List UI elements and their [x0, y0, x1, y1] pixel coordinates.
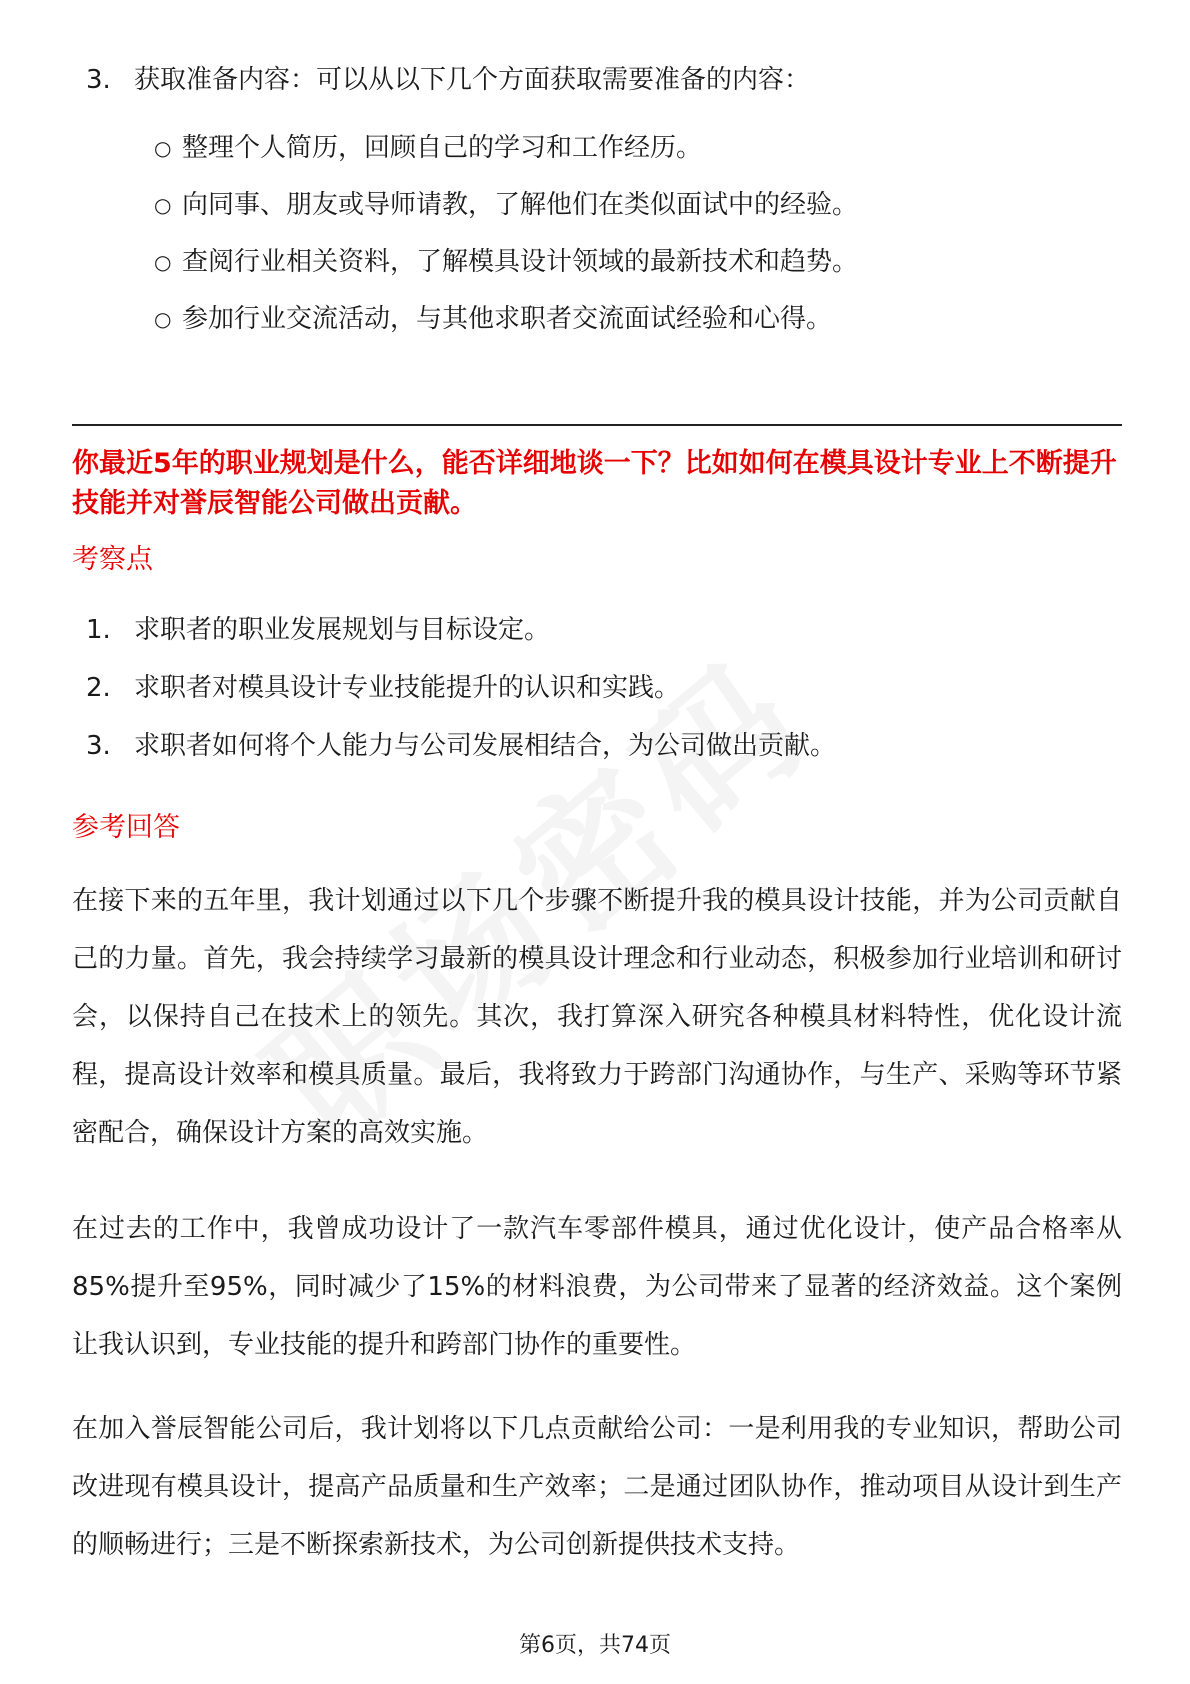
bullet-item: [154, 128, 1122, 168]
points-heading: 考察点: [72, 544, 153, 575]
list-text: 求职者如何将个人能力与公司发展相结合，为公司做出贡献。: [134, 731, 837, 761]
bullet-item: [154, 299, 1122, 339]
answer-paragraph: 在接下来的五年里，我计划通过以下几个步骤不断提升我的模具设计技能，并为公司贡献自己的力量。首先，我会持续学习最新的模具设计理念和行业动态，积极参加行业培训和研讨会，以保持自己在技术上的领先。其次，我打算深入研究各种模具材料特性，优化设计流程，提高设计效率和模具质量。最后，我将致力于跨部门沟通协作，与生产、采购等环节紧密配合，确保设计方案的高效实施。: [72, 886, 1122, 1148]
circle-bullet-icon: ○: [154, 136, 172, 160]
bullet-text: 整理个人简历，回顾自己的学习和工作经历。: [182, 133, 703, 163]
page-number: 第6页，共74页: [519, 1633, 671, 1658]
answer-paragraph: 在过去的工作中，我曾成功设计了一款汽车零部件模具，通过优化设计，使产品合格率从85%提升至95%，同时减少了15%的材料浪费，为公司带来了显著的经济效益。这个案例让我认识到，专业技能的提升和跨部门协作的重要性。: [72, 1214, 1122, 1360]
list-text: 求职者对模具设计专业技能提升的认识和实践。: [134, 673, 681, 703]
section-top: [72, 60, 1122, 356]
list-item: [72, 610, 1122, 650]
list-text: 获取准备内容：可以从以下几个方面获取需要准备的内容：: [134, 65, 811, 95]
divider: [72, 424, 1122, 426]
circle-bullet-icon: ○: [154, 193, 172, 217]
bullet-text: 向同事、朋友或导师请教，了解他们在类似面试中的经验。: [182, 190, 859, 220]
bullet-text: 参加行业交流活动，与其他求职者交流面试经验和心得。: [182, 304, 833, 334]
answer-paragraph: 在加入誉辰智能公司后，我计划将以下几点贡献给公司：一是利用我的专业知识，帮助公司改进现有模具设计，提高产品质量和生产效率；二是通过团队协作，推动项目从设计到生产的顺畅进行；三是不断探索新技术，为公司创新提供技术支持。: [72, 1414, 1122, 1560]
bullet-list: [154, 128, 1122, 339]
list-number: 3.: [86, 731, 111, 761]
list-number: 2.: [86, 673, 111, 703]
circle-bullet-icon: ○: [154, 250, 172, 274]
list-number: 1.: [86, 615, 111, 645]
list-item: [72, 668, 1122, 708]
bullet-text: 查阅行业相关资料，了解模具设计领域的最新技术和趋势。: [182, 247, 859, 277]
bullet-item: [154, 242, 1122, 282]
circle-bullet-icon: ○: [154, 307, 172, 331]
bullet-item: [154, 185, 1122, 225]
list-item: [72, 726, 1122, 766]
question-heading: 你最近5年的职业规划是什么，能否详细地谈一下？比如如何在模具设计专业上不断提升技能并对誉辰智能公司做出贡献。: [72, 448, 1117, 519]
list-text: 求职者的职业发展规划与目标设定。: [134, 615, 551, 645]
answer-heading: 参考回答: [72, 812, 180, 843]
points-list: [72, 610, 1122, 784]
list-item: [72, 60, 1122, 100]
list-number: 3.: [86, 65, 111, 95]
